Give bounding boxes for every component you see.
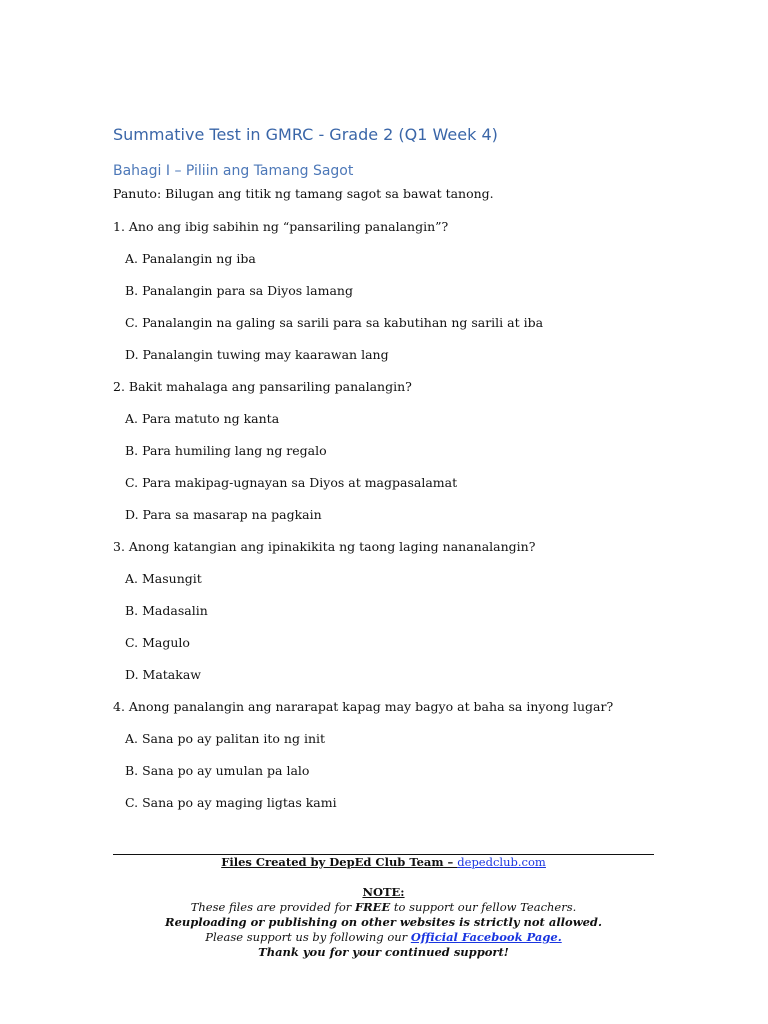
instructions: Panuto: Bilugan ang titik ng tamang sagot sa bawat tanong.	[113, 186, 494, 201]
question-text: 2. Bakit mahalaga ang pansariling panalangin?	[113, 379, 412, 394]
note-line-reupload: Reuploading or publishing on other websites is strictly not allowed.	[165, 915, 602, 929]
question-text: 3. Anong katangian ang ipinakikita ng taong laging nananalangin?	[113, 539, 536, 554]
credit-text: Files Created by DepEd Club Team –	[221, 855, 458, 869]
choice: B. Panalangin para sa Diyos lamang	[125, 283, 353, 298]
note-line-free-pre: These files are provided for	[190, 900, 355, 914]
facebook-page-link[interactable]: Official Facebook Page.	[410, 930, 562, 944]
note-line-free-post: to support our fellow Teachers.	[390, 900, 577, 914]
note-line-support	[113, 930, 654, 945]
choice: C. Para makipag-ugnayan sa Diyos at magpasalamat	[125, 475, 458, 490]
question-block	[113, 218, 673, 378]
question-text: 1. Ano ang ibig sabihin ng “pansariling panalangin”?	[113, 219, 449, 234]
choice: A. Sana po ay palitan ito ng init	[125, 731, 326, 746]
footer	[113, 854, 654, 960]
choice: C. Magulo	[125, 635, 190, 650]
document-title: Summative Test in GMRC - Grade 2 (Q1 Week 4)	[113, 125, 498, 144]
section-heading: Bahagi I – Piliin ang Tamang Sagot	[113, 163, 354, 179]
note-line-support-pre: Please support us by following our	[205, 930, 411, 944]
choice: D. Matakaw	[125, 667, 201, 682]
choice: D. Para sa masarap na pagkain	[125, 507, 322, 522]
note-line-free-bold: FREE	[354, 900, 391, 914]
note-title: NOTE:	[362, 885, 405, 899]
choice: B. Sana po ay umulan pa lalo	[125, 763, 310, 778]
note-line-thanks: Thank you for your continued support!	[258, 945, 509, 959]
choice: A. Masungit	[125, 571, 202, 586]
note-line-free	[113, 900, 654, 915]
choice: A. Para matuto ng kanta	[125, 411, 280, 426]
depedclub-link[interactable]: depedclub.com	[457, 855, 546, 869]
choice: D. Panalangin tuwing may kaarawan lang	[125, 347, 389, 362]
choice: B. Para humiling lang ng regalo	[125, 443, 327, 458]
question-block	[113, 378, 673, 538]
choice: B. Madasalin	[125, 603, 208, 618]
question-text: 4. Anong panalangin ang nararapat kapag may bagyo at baha sa inyong lugar?	[113, 699, 614, 714]
question-block	[113, 538, 673, 698]
question-block	[113, 698, 673, 826]
choice: C. Sana po ay maging ligtas kami	[125, 795, 337, 810]
footer-credit	[113, 855, 654, 870]
question-list	[113, 218, 673, 826]
choice: C. Panalangin na galing sa sarili para sa kabutihan ng sarili at iba	[125, 315, 544, 330]
choice: A. Panalangin ng iba	[125, 251, 256, 266]
